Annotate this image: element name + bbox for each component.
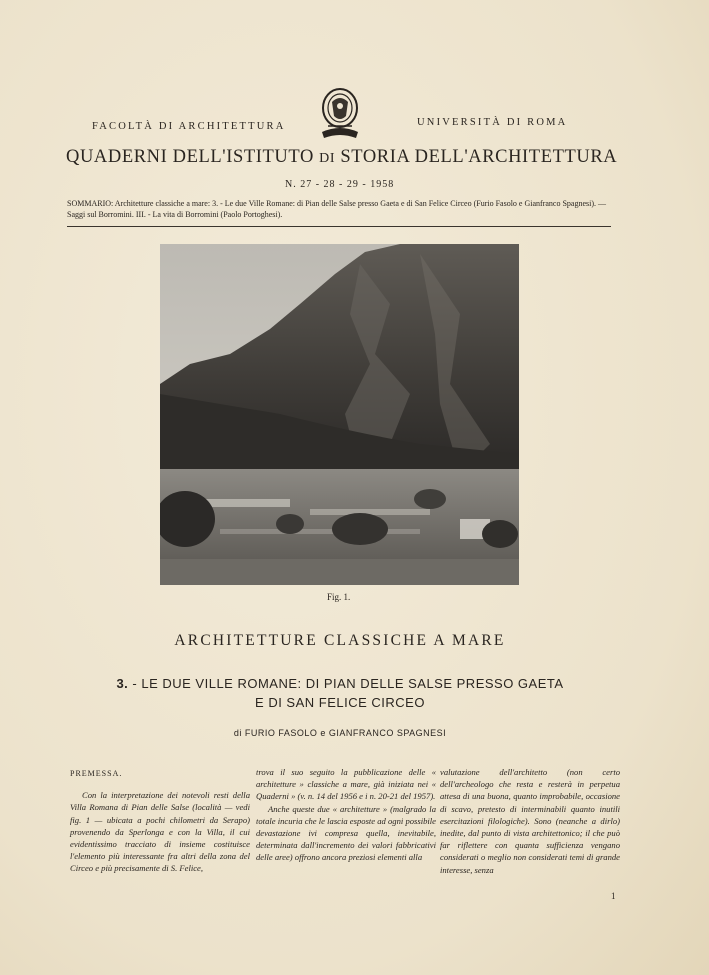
header-divider [67, 226, 611, 227]
journal-title-part-b: STORIA DELL'ARCHITETTURA [340, 147, 618, 167]
premessa-heading: PREMESSA. [70, 769, 123, 778]
text-column-1 [70, 768, 250, 875]
article-title-line1: - LE DUE VILLE ROMANE: DI PIAN DELLE SALSE PRESSO GAETA [132, 676, 564, 691]
figure-caption: Fig. 1. [327, 592, 351, 602]
university-seal-icon [318, 86, 362, 144]
section-title: ARCHITETTURE CLASSICHE A MARE [174, 632, 506, 649]
article-title-line2: E DI SAN FELICE CIRCEO [255, 695, 425, 710]
authors-line: di FURIO FASOLO e GIANFRANCO SPAGNESI [233, 728, 447, 738]
faculty-label: FACOLTÀ DI ARCHITETTURA [92, 121, 286, 132]
column-2-paragraph-1: trova il suo seguito la pubblicazione delle « architetture » classiche a mare, già iniziata nei « Quaderni » (v. n. 14 del 1956 e i n. 20-21 del 1957). [256, 767, 436, 802]
journal-title [66, 147, 626, 168]
journal-title-di: DI [319, 151, 336, 166]
text-column-2 [256, 766, 436, 864]
column-1-paragraph: Con la interpretazione dei notevoli resti della Villa Romana di Pian delle Salse (località — vedi fig. 1 — ubicata a pochi chilometri da Serapo) provenendo da Sperlonga e con la Villa, il cui evidentissimo tracciato di insieme costituisce l'elemento più interessante fra altri della zona del Circeo e più precisamente di S. Felice, [70, 790, 250, 874]
page-number: 1 [611, 891, 616, 901]
university-label: UNIVERSITÀ DI ROMA [417, 117, 568, 128]
article-title [0, 674, 680, 712]
summary-text: SOMMARIO: Architetture classiche a mare: 3. - Le due Ville Romane: di Pian delle Salse presso Gaeta e di San Felice Circeo (Furio Fasolo e Gianfranco Spagnesi). — Saggi sul Borromini. III. - La vita di Borromini (Paolo Portoghesi). [67, 199, 607, 219]
column-3-paragraph: valutazione dell'architetto (non certo dell'archeologo che resta e resterà in perpetua attesa di una buona, quanto improbabile, occasione di scavo, pretesto di interminabili quanto inutili esercitazioni filologiche). Sono (neanche a dirlo) inedite, dal punto di vista architettonico; il che può far riflettere con quanta sufficienza vengano considerati o meglio non considerati temi di grande interesse, senza [440, 767, 620, 875]
text-column-3 [440, 766, 620, 876]
landscape-photo [160, 244, 519, 585]
article-number: 3. [116, 676, 129, 691]
journal-title-part-a: QUADERNI DELL'ISTITUTO [66, 147, 314, 167]
column-2-paragraph-2: Anche queste due « architetture » (malgrado la totale incuria che le lascia esposte ad ogni possibile devastazione ivi compresa quella, inevitabile, determinata dall'incremento dei valori fabbricativi delle aree) offrono ancora preziosi elementi alla [256, 803, 436, 863]
issue-number: N. 27 - 28 - 29 - 1958 [285, 179, 395, 190]
